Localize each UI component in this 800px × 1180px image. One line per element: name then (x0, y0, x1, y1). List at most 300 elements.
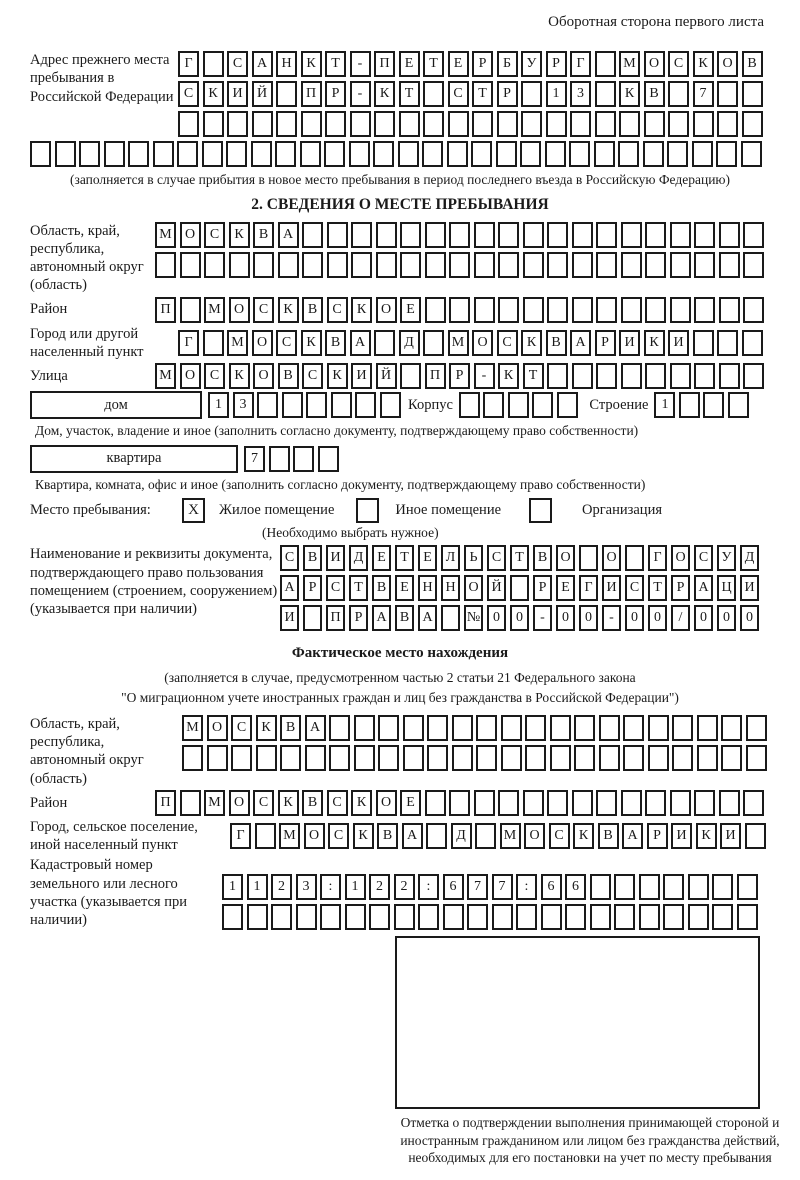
char-cell (423, 81, 444, 107)
char-cell (325, 111, 346, 137)
char-cell (572, 297, 593, 323)
char-cell (719, 222, 740, 248)
actual-region-label: Область, край, республика, автономный округ (область) (30, 715, 144, 787)
char-cell: О (602, 545, 621, 571)
char-cell (423, 111, 444, 137)
stay-type-row (30, 498, 770, 523)
char-cell: К (619, 81, 640, 107)
char-cell: А (350, 330, 371, 356)
char-cell: О (253, 363, 274, 389)
char-cell (476, 745, 497, 771)
char-cell: К (696, 823, 717, 849)
char-cell (688, 874, 709, 900)
char-cell (639, 874, 660, 900)
char-cell: - (350, 51, 371, 77)
char-cell (623, 715, 644, 741)
char-cell (180, 252, 201, 278)
actual-city-label: Город, сельское поселение, иной населенный пункт (30, 818, 198, 854)
char-cell: И (326, 545, 345, 571)
char-cell (471, 141, 492, 167)
char-cell (305, 745, 326, 771)
actual-location-caption-line1: (заполняется в случае, предусмотренном частью 2 статьи 21 Федерального закона (164, 670, 636, 686)
char-cell: Г (230, 823, 251, 849)
char-cell (320, 904, 341, 930)
char-cell (596, 363, 617, 389)
char-cell: О (229, 790, 250, 816)
char-cell: 0 (579, 605, 598, 631)
char-cell (703, 392, 724, 418)
char-cell (694, 297, 715, 323)
char-cell (104, 141, 125, 167)
char-cell (452, 745, 473, 771)
char-cell: М (182, 715, 203, 741)
char-cell (256, 745, 277, 771)
prev-address-rows (178, 51, 766, 141)
option-organization-label: Организация (582, 502, 662, 519)
prev-address-row-2 (178, 81, 766, 107)
char-cell: П (326, 605, 345, 631)
char-cell (498, 790, 519, 816)
char-cell (596, 297, 617, 323)
char-cell: А (622, 823, 643, 849)
char-cell: А (418, 605, 437, 631)
char-cell: М (204, 790, 225, 816)
actual-region-row-2 (182, 745, 770, 771)
char-cell: С (328, 823, 349, 849)
prev-address-row-1 (178, 51, 766, 77)
char-cell (467, 904, 488, 930)
char-cell (251, 141, 272, 167)
char-cell (663, 874, 684, 900)
char-cell (721, 715, 742, 741)
char-cell (252, 111, 273, 137)
char-cell: 1 (345, 874, 366, 900)
char-cell (354, 745, 375, 771)
char-cell (523, 252, 544, 278)
char-cell (483, 392, 504, 418)
char-cell (712, 874, 733, 900)
char-cell: С (326, 575, 345, 601)
char-cell (743, 790, 764, 816)
char-cell: С (302, 363, 323, 389)
char-cell (280, 745, 301, 771)
char-cell (425, 222, 446, 248)
char-cell (449, 297, 470, 323)
char-cell (590, 904, 611, 930)
char-cell (399, 111, 420, 137)
char-cell: Т (349, 575, 368, 601)
char-cell: В (598, 823, 619, 849)
char-cell (599, 715, 620, 741)
char-cell (520, 141, 541, 167)
char-cell: К (278, 790, 299, 816)
char-cell (645, 297, 666, 323)
char-cell (746, 745, 767, 771)
char-cell (351, 222, 372, 248)
char-cell: 1 (546, 81, 567, 107)
char-cell: Е (400, 297, 421, 323)
char-cell (425, 790, 446, 816)
char-cell (595, 51, 616, 77)
char-cell (400, 252, 421, 278)
char-cell (645, 363, 666, 389)
char-cell: 0 (556, 605, 575, 631)
char-cell (30, 141, 51, 167)
char-cell: 1 (654, 392, 675, 418)
char-cell: Г (648, 545, 667, 571)
stay-type-caption: (Необходимо выбрать нужное) (262, 525, 439, 541)
char-cell (373, 141, 394, 167)
char-cell: М (155, 222, 176, 248)
char-cell (447, 141, 468, 167)
char-cell: М (500, 823, 521, 849)
char-cell (742, 111, 763, 137)
char-cell: О (472, 330, 493, 356)
char-cell: В (546, 330, 567, 356)
char-cell: Й (376, 363, 397, 389)
char-cell (276, 111, 297, 137)
char-cell (202, 141, 223, 167)
char-cell (679, 392, 700, 418)
char-cell: К (644, 330, 665, 356)
char-cell (623, 745, 644, 771)
char-cell: 0 (625, 605, 644, 631)
char-cell: С (497, 330, 518, 356)
char-cell: О (524, 823, 545, 849)
char-cell: В (302, 297, 323, 323)
actual-district-row (155, 790, 768, 816)
char-cell: К (498, 363, 519, 389)
char-cell: С (253, 790, 274, 816)
char-cell: Е (418, 545, 437, 571)
char-cell (532, 392, 553, 418)
apartment-caption: Квартира, комната, офис и иное (заполнить согласно документу, подтверждающему право собственности) (35, 476, 646, 492)
char-cell (426, 823, 447, 849)
char-cell (547, 297, 568, 323)
char-cell: В (302, 790, 323, 816)
char-cell: И (280, 605, 299, 631)
stay-type-label: Место пребывания: (30, 502, 151, 519)
char-cell (717, 111, 738, 137)
char-cell (547, 252, 568, 278)
city-label: Город или другой населенный пункт (30, 325, 144, 360)
char-cell: А (402, 823, 423, 849)
char-cell (400, 222, 421, 248)
char-cell (301, 111, 322, 137)
char-cell: В (377, 823, 398, 849)
char-cell: К (229, 363, 250, 389)
char-cell: 1 (208, 392, 229, 418)
cadastral-row-1 (222, 874, 761, 900)
char-cell (306, 392, 327, 418)
char-cell (721, 745, 742, 771)
char-cell (621, 363, 642, 389)
char-cell: В (533, 545, 552, 571)
char-cell (302, 252, 323, 278)
char-cell: 3 (233, 392, 254, 418)
char-cell (229, 252, 250, 278)
confirmation-mark-caption: Отметка о подтверждении выполнения принимающей стороной и иностранным гражданином или лицом без гражданства действий, необходимых для его постановки на учет по месту пребывания (400, 1115, 780, 1166)
char-cell: У (521, 51, 542, 77)
char-cell (269, 446, 290, 472)
char-cell: Р (497, 81, 518, 107)
char-cell (474, 297, 495, 323)
char-cell: Р (546, 51, 567, 77)
actual-city-block (30, 818, 770, 855)
char-cell: Е (400, 790, 421, 816)
char-cell: Г (178, 330, 199, 356)
char-cell: К (351, 297, 372, 323)
char-cell (497, 111, 518, 137)
document-row-3 (280, 605, 763, 631)
char-cell (303, 605, 322, 631)
char-cell (474, 222, 495, 248)
char-cell: Й (487, 575, 506, 601)
char-cell: : (516, 874, 537, 900)
char-cell: И (619, 330, 640, 356)
char-cell: И (602, 575, 621, 601)
prev-address-label: Адрес прежнего места пребывания в Российской Федерации (30, 52, 174, 105)
actual-location-caption (30, 668, 770, 709)
char-cell (203, 330, 224, 356)
char-cell (743, 252, 764, 278)
region-row-1 (155, 222, 768, 248)
char-cell (697, 745, 718, 771)
char-cell: О (180, 222, 201, 248)
char-cell (716, 141, 737, 167)
char-cell: М (204, 297, 225, 323)
char-cell: 1 (247, 874, 268, 900)
char-cell: К (374, 81, 395, 107)
char-cell (737, 904, 758, 930)
char-cell (226, 141, 247, 167)
char-cell (180, 297, 201, 323)
char-cell (496, 141, 517, 167)
char-cell: С (280, 545, 299, 571)
char-cell (621, 252, 642, 278)
char-cell: С (231, 715, 252, 741)
char-cell: Р (349, 605, 368, 631)
char-cell: 2 (271, 874, 292, 900)
city-row (178, 330, 766, 356)
char-cell: 6 (541, 874, 562, 900)
char-cell (596, 222, 617, 248)
char-cell (378, 715, 399, 741)
char-cell (663, 904, 684, 930)
char-cell: В (303, 545, 322, 571)
document-row-2 (280, 575, 763, 601)
char-cell (177, 141, 198, 167)
char-cell (448, 111, 469, 137)
char-cell: Р (671, 575, 690, 601)
char-cell (207, 745, 228, 771)
house-row (30, 391, 770, 419)
char-cell (257, 392, 278, 418)
char-cell: 7 (467, 874, 488, 900)
char-cell: М (448, 330, 469, 356)
char-cell: А (280, 575, 299, 601)
char-cell (276, 81, 297, 107)
char-cell (645, 790, 666, 816)
char-cell (476, 715, 497, 741)
char-cell: В (372, 575, 391, 601)
char-cell: Б (497, 51, 518, 77)
char-cell (717, 81, 738, 107)
char-cell (498, 222, 519, 248)
char-cell: Е (556, 575, 575, 601)
char-cell (203, 51, 224, 77)
char-cell (621, 297, 642, 323)
char-cell: Р (533, 575, 552, 601)
char-cell (572, 790, 593, 816)
char-cell: Е (448, 51, 469, 77)
district-block (30, 297, 770, 323)
char-cell (427, 745, 448, 771)
char-cell: В (325, 330, 346, 356)
char-cell (398, 141, 419, 167)
district-row (155, 297, 768, 323)
char-cell (501, 715, 522, 741)
region-label: Область, край, республика, автономный округ (область) (30, 222, 144, 294)
char-cell (452, 715, 473, 741)
char-cell (369, 904, 390, 930)
char-cell (178, 111, 199, 137)
char-cell: Д (349, 545, 368, 571)
char-cell (667, 141, 688, 167)
char-cell (694, 363, 715, 389)
char-cell (547, 363, 568, 389)
char-cell: И (720, 823, 741, 849)
char-cell: М (155, 363, 176, 389)
char-cell: К (327, 363, 348, 389)
char-cell: В (253, 222, 274, 248)
char-cell: С (448, 81, 469, 107)
char-cell (422, 141, 443, 167)
section2-title: 2. СВЕДЕНИЯ О МЕСТЕ ПРЕБЫВАНИЯ (251, 195, 549, 213)
char-cell (378, 745, 399, 771)
char-cell (614, 874, 635, 900)
char-cell: С (549, 823, 570, 849)
header-note: Оборотная сторона первого листа (548, 14, 764, 30)
char-cell (737, 874, 758, 900)
char-cell: 7 (492, 874, 513, 900)
char-cell (155, 252, 176, 278)
char-cell (474, 252, 495, 278)
char-cell: 0 (717, 605, 736, 631)
char-cell: 7 (244, 446, 265, 472)
city-block (30, 325, 770, 362)
char-cell: М (619, 51, 640, 77)
char-cell (719, 252, 740, 278)
char-cell: П (425, 363, 446, 389)
char-cell: В (644, 81, 665, 107)
char-cell: Д (740, 545, 759, 571)
char-cell: К (521, 330, 542, 356)
char-cell: / (671, 605, 690, 631)
char-cell (474, 790, 495, 816)
char-cell (472, 111, 493, 137)
char-cell (670, 363, 691, 389)
char-cell (648, 715, 669, 741)
actual-location-title: Фактическое место нахождения (291, 645, 509, 662)
region-block (30, 222, 770, 295)
char-cell (550, 745, 571, 771)
char-cell (693, 330, 714, 356)
actual-city-row (230, 823, 769, 849)
char-cell: О (717, 51, 738, 77)
char-cell: - (350, 81, 371, 107)
char-cell: И (668, 330, 689, 356)
char-cell: 0 (510, 605, 529, 631)
char-cell (293, 446, 314, 472)
char-cell: Т (399, 81, 420, 107)
char-cell: В (280, 715, 301, 741)
char-cell (569, 141, 590, 167)
char-cell: К (301, 330, 322, 356)
char-cell: В (278, 363, 299, 389)
char-cell (694, 222, 715, 248)
char-cell (253, 252, 274, 278)
char-cell (349, 141, 370, 167)
char-cell: Й (252, 81, 273, 107)
char-cell (394, 904, 415, 930)
char-cell (374, 330, 395, 356)
char-cell (525, 745, 546, 771)
char-cell (565, 904, 586, 930)
char-cell: О (180, 363, 201, 389)
char-cell: Т (523, 363, 544, 389)
char-cell: В (742, 51, 763, 77)
char-cell (153, 141, 174, 167)
char-cell: А (372, 605, 391, 631)
document-block (30, 545, 770, 635)
char-cell (318, 446, 339, 472)
stroenie-cells (654, 392, 752, 418)
char-cell: Р (472, 51, 493, 77)
char-cell: Л (441, 545, 460, 571)
apartment-row (30, 445, 770, 473)
char-cell: С (487, 545, 506, 571)
char-cell: С (276, 330, 297, 356)
char-cell: 3 (296, 874, 317, 900)
char-cell (498, 252, 519, 278)
char-cell: О (376, 790, 397, 816)
char-cell: О (207, 715, 228, 741)
char-cell (743, 222, 764, 248)
char-cell: О (252, 330, 273, 356)
char-cell (574, 745, 595, 771)
char-cell (594, 141, 615, 167)
option-other-premises-label: Иное помещение (395, 502, 502, 519)
region-row-2 (155, 252, 768, 278)
checkbox-organization (529, 498, 552, 523)
char-cell (403, 745, 424, 771)
char-cell: Р (449, 363, 470, 389)
document-rows (280, 545, 763, 635)
char-cell (296, 904, 317, 930)
char-cell (327, 222, 348, 248)
char-cell (590, 874, 611, 900)
char-cell (203, 111, 224, 137)
prev-address-row-4 (30, 141, 770, 167)
char-cell: 1 (222, 874, 243, 900)
char-cell (625, 545, 644, 571)
char-cell (550, 715, 571, 741)
char-cell (521, 111, 542, 137)
char-cell: Т (472, 81, 493, 107)
char-cell (427, 715, 448, 741)
char-cell: № (464, 605, 483, 631)
